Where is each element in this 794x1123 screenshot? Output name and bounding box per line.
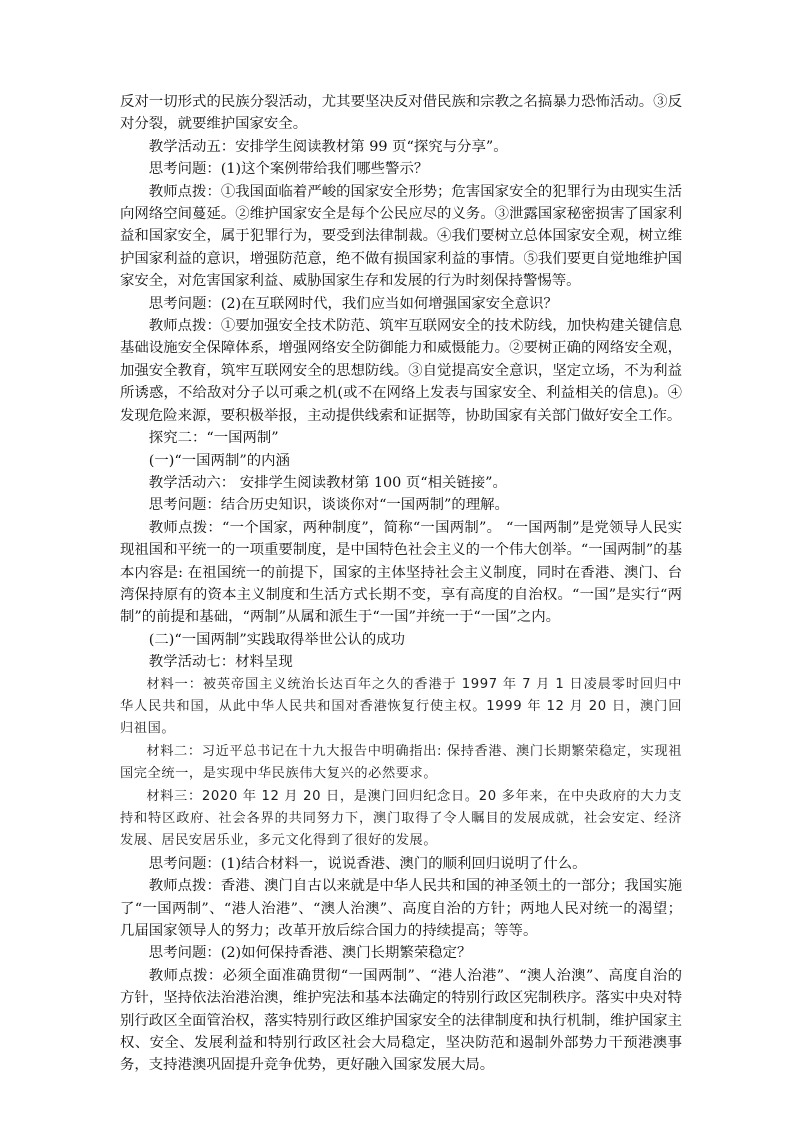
teacher-guidance-1 bbox=[120, 181, 682, 293]
paragraph-text: 习近平总书记在十九大报告中明确指出: 保持香港、澳门长期繁荣稳定，实现祖国完全统一，是实现中华民族伟大复兴的必然要求。 bbox=[120, 743, 682, 782]
paragraph-label: 材料二： bbox=[146, 743, 202, 759]
subsection-heading-2 bbox=[120, 629, 682, 651]
question-5 bbox=[120, 942, 682, 964]
material-3 bbox=[120, 786, 682, 853]
paragraph-label: 教师点拨： bbox=[148, 183, 221, 200]
paragraph-label: 思考问题： bbox=[148, 295, 221, 312]
teacher-guidance-4 bbox=[120, 875, 682, 942]
section-heading-explore-2 bbox=[120, 427, 682, 449]
paragraph-label: 材料三： bbox=[146, 788, 202, 804]
material-1 bbox=[120, 674, 682, 741]
teaching-activity-5 bbox=[120, 136, 682, 158]
paragraph-text: 安排学生阅读教材第 100 页“相关链接”。 bbox=[235, 474, 507, 491]
paragraph-label: 思考问题： bbox=[148, 497, 221, 514]
teacher-guidance-2 bbox=[120, 315, 682, 427]
teaching-activity-7 bbox=[120, 651, 682, 673]
paragraph-text: (2)在互联网时代，我们应当如何增强国家安全意识？ bbox=[220, 295, 558, 312]
paragraph-text: 探究二：“一国两制” bbox=[148, 430, 279, 447]
paragraph-continuation bbox=[120, 91, 682, 136]
paragraph-text: 2020 年 12 月 20 日，是澳门回归纪念日。20 多年来，在中央政府的大力支持和特区政府、社会各界的共同努力下，澳门取得了令人瞩目的发展成就，社会安定、经济发展、居民安居乐业，多元文化得到了很好的发展。 bbox=[120, 788, 682, 849]
paragraph-label: 思考问题： bbox=[148, 855, 221, 872]
paragraph-text: 必须全面准确贯彻“一国两制”、“港人治港”、“澳人治澳”、高度自治的方针，坚持依法治港治澳，维护宪法和基本法确定的特别行政区宪制秩序。落实中央对特别行政区全面管治权，落实特别行政区维护国家安全的法律制度和执行机制，维护国家主权、安全、发展利益和特别行政区社会大局稳定，坚决防范和遏制外部势力干预港澳事务，支持港澳巩固提升竞争优势，更好融入国家发展大局。 bbox=[120, 967, 682, 1074]
paragraph-label: 教学活动五： bbox=[148, 138, 236, 155]
paragraph-label: 材料一： bbox=[146, 676, 203, 692]
paragraph-label: 教师点拨： bbox=[148, 878, 221, 895]
paragraph-text: 材料呈现 bbox=[235, 654, 293, 671]
teacher-guidance-5 bbox=[120, 965, 682, 1077]
paragraph-text: (二)“一国两制”实践取得举世公认的成功 bbox=[148, 631, 405, 648]
paragraph-label: 教学活动七： bbox=[148, 654, 236, 671]
document-body bbox=[120, 91, 682, 1077]
teacher-guidance-3 bbox=[120, 517, 682, 629]
teaching-activity-6 bbox=[120, 472, 682, 494]
question-3 bbox=[120, 494, 682, 516]
paragraph-label: 教师点拨： bbox=[148, 519, 222, 536]
question-4 bbox=[120, 853, 682, 875]
paragraph-text: (2)如何保持香港、澳门长期繁荣稳定？ bbox=[220, 945, 472, 962]
material-2 bbox=[120, 741, 682, 786]
paragraph-label: 教学活动六： bbox=[148, 474, 236, 491]
paragraph-text: 香港、澳门自古以来就是中华人民共和国的神圣领土的一部分；我国实施了“一国两制”、“港人治港”、“澳人治澳”、高度自治的方针；两地人民对统一的渴望；几届国家领导人的努力；改革开放后综合国力的持续提高；等等。 bbox=[120, 878, 682, 940]
paragraph-label: 教师点拨： bbox=[148, 967, 223, 984]
paragraph-text: (1)这个案例带给我们哪些警示？ bbox=[220, 161, 429, 178]
paragraph-text: ①要加强安全技术防范、筑牢互联网安全的技术防线，加快构建关键信息基础设施安全保障体系，增强网络安全防御能力和威慑能力。②要树正确的网络安全观，加强安全教育，筑牢互联网安全的思想防线。③自觉提高安全意识，坚定立场，不为利益所诱惑，不给敌对分子以可乘之机(或不在网络上发表与国家安全、利益相关的信息)。④发现危险来源，要积极举报，主动提供线索和证据等，协助国家有关部门做好安全工作。 bbox=[120, 318, 682, 424]
paragraph-text: (1)结合材料一，说说香港、澳门的顺利回归说明了什么。 bbox=[220, 855, 587, 872]
paragraph-label: 思考问题： bbox=[148, 945, 221, 962]
paragraph-text: 被英帝国主义统治长达百年之久的香港于 1997 年 7 月 1 日凌晨零时回归中华人民共和国，从此中华人民共和国对香港恢复行使主权。1999 年 12 月 20 日，澳门回归祖国。 bbox=[120, 676, 682, 737]
paragraph-label: 思考问题： bbox=[148, 161, 221, 178]
paragraph-text: 安排学生阅读教材第 99 页“探究与分享”。 bbox=[235, 138, 508, 155]
paragraph-text: 反对一切形式的民族分裂活动，尤其要坚决反对借民族和宗教之名搞暴力恐怖活动。③反对分裂，就要维护国家安全。 bbox=[120, 94, 682, 133]
paragraph-text: 结合历史知识，谈谈你对“一国两制”的理解。 bbox=[220, 497, 509, 514]
paragraph-label: 教师点拨： bbox=[148, 318, 221, 335]
paragraph-text: (一)“一国两制”的内涵 bbox=[148, 452, 290, 469]
paragraph-text: “一个国家，两种制度”，简称“一国两制”。 “一国两制”是党领导人民实现祖国和平统一的一项重要制度，是中国特色社会主义的一个伟大创举。“一国两制”的基本内容是: 在祖国统一的前提下，国家的主体坚持社会主义制度，同时在香港、澳门、台湾保持原有的资本主义制度和生活方式长期不变，享有高度的自治权。“一国”是实行“两制”的前提和基础，“两制”从属和派生于“一国”并统一于“一国”之内。 bbox=[120, 519, 682, 626]
question-1 bbox=[120, 158, 682, 180]
question-2 bbox=[120, 293, 682, 315]
paragraph-text: ①我国面临着严峻的国家安全形势；危害国家安全的犯罪行为由现实生活向网络空间蔓延。②维护国家安全是每个公民应尽的义务。③泄露国家秘密损害了国家利益和国家安全，属于犯罪行为，要受到法律制裁。④我们要树立总体国家安全观，树立维护国家利益的意识，增强防范意，绝不做有损国家利益的事情。⑤我们要更自觉地维护国家安全，对危害国家利益、威胁国家生存和发展的行为时刻保持警惕等。 bbox=[120, 183, 682, 290]
subsection-heading-1 bbox=[120, 450, 682, 472]
